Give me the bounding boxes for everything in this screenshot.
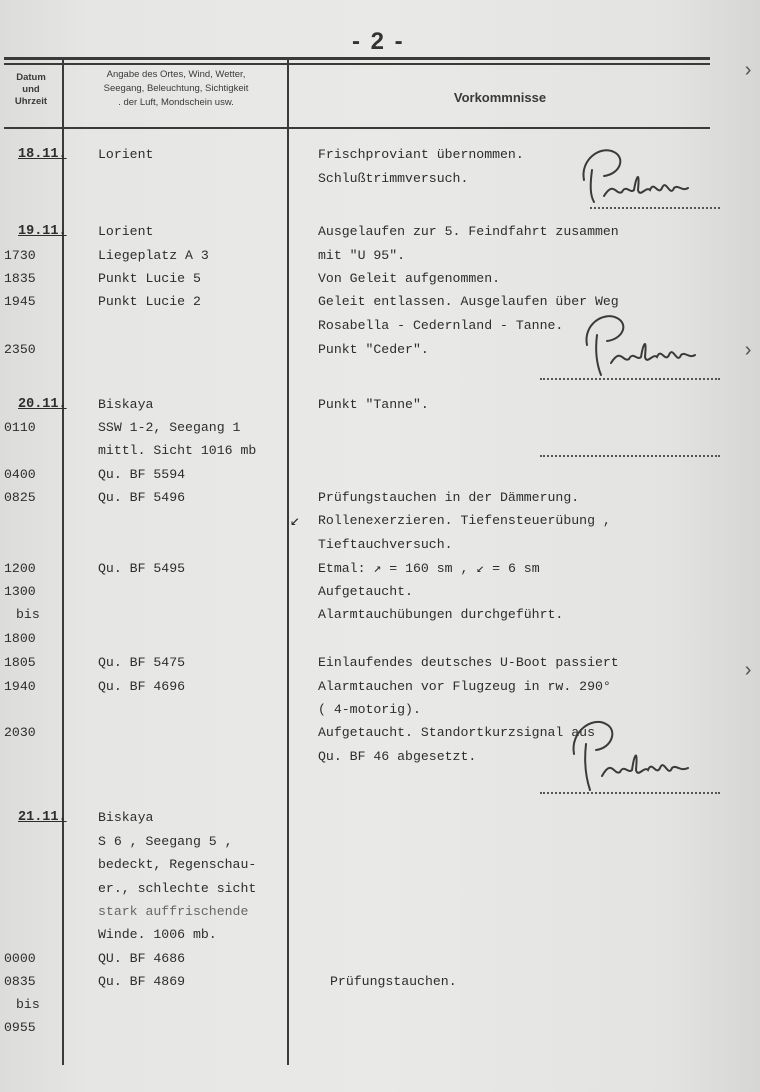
entry-event: Aufgetaucht. <box>318 584 413 599</box>
entry-time: 1730 <box>4 248 36 263</box>
entry-event: mit "U 95". <box>318 248 406 263</box>
scan-edge-mark: › <box>742 340 755 363</box>
entry-event: Rosabella - Cedernland - Tanne. <box>318 318 564 333</box>
entry-date: 18.11. <box>18 147 67 162</box>
entry-time: 1200 <box>4 561 36 576</box>
entry-time: 0110 <box>4 420 36 435</box>
header-datum: Datum und Uhrzeit <box>14 72 48 107</box>
header-bottom-rule <box>4 127 710 129</box>
entry-place: QU. BF 4686 <box>98 951 186 966</box>
entry-event: Einlaufendes deutsches U-Boot passiert <box>318 655 619 670</box>
entry-place: bedeckt, Regenschau- <box>98 857 257 872</box>
entry-event: Qu. BF 46 abgesetzt. <box>318 749 477 764</box>
entry-time: 2030 <box>4 725 36 740</box>
entry-event: Ausgelaufen zur 5. Feindfahrt zusammen <box>318 224 619 239</box>
entry-place: Qu. BF 5475 <box>98 655 186 670</box>
entry-place: Lorient <box>98 147 154 162</box>
entry-place: Winde. 1006 mb. <box>98 927 217 942</box>
entry-place: Qu. BF 5495 <box>98 561 186 576</box>
entry-place: Punkt Lucie 2 <box>98 294 201 309</box>
entry-place: stark auffrischende <box>98 904 249 919</box>
entry-time: 1300 <box>4 584 36 599</box>
entry-time: 0825 <box>4 490 36 505</box>
entry-place: mittl. Sicht 1016 mb <box>98 443 257 458</box>
entry-event: Rollenexerzieren. Tiefensteuerübung , <box>318 513 611 528</box>
entry-event: Alarmtauchen vor Flugzeug in rw. 290° <box>318 679 611 694</box>
entry-time: 1805 <box>4 655 36 670</box>
entry-event: ( 4-motorig). <box>318 702 421 717</box>
entry-place: Qu. BF 5594 <box>98 467 186 482</box>
entry-place: Qu. BF 4869 <box>98 974 186 989</box>
entry-event: Frischproviant übernommen. <box>318 147 524 162</box>
signature-mark <box>560 710 710 810</box>
entry-event: Geleit entlassen. Ausgelaufen über Weg <box>318 294 619 309</box>
entry-event: Aufgetaucht. Standortkurzsignal aus <box>318 725 595 740</box>
entry-time: 0835 <box>4 974 36 989</box>
entry-date: 19.11. <box>18 224 67 239</box>
entry-date: 20.11. <box>18 397 67 412</box>
entry-place: Qu. BF 4696 <box>98 679 186 694</box>
scan-edge-mark: › <box>742 60 755 83</box>
entry-event: Prüfungstauchen. <box>330 974 457 989</box>
entry-place: Punkt Lucie 5 <box>98 271 201 286</box>
entry-place: S 6 , Seegang 5 , <box>98 834 233 849</box>
entry-place: Lorient <box>98 224 154 239</box>
entry-place: Biskaya <box>98 397 154 412</box>
entry-place: Qu. BF 5496 <box>98 490 186 505</box>
entry-time: bis <box>16 607 40 622</box>
signature-mark <box>575 305 705 385</box>
entry-place: er., schlechte sicht <box>98 881 257 896</box>
entry-time: bis <box>16 997 40 1012</box>
entry-date: 21.11. <box>18 810 67 825</box>
entry-place: Biskaya <box>98 810 154 825</box>
entry-event: Punkt "Ceder". <box>318 342 429 357</box>
scan-edge-mark: › <box>742 660 755 683</box>
entry-time: 1835 <box>4 271 36 286</box>
header-angabe: Angabe des Ortes, Wind, Wetter, Seegang, Beleuchtung, Sichtigkeit . der Luft, Mondschein usw. <box>103 69 249 108</box>
signature-mark <box>570 140 700 210</box>
entry-event: Punkt "Tanne". <box>318 397 429 412</box>
marginal-arrow: ↙ <box>290 512 300 530</box>
dotted-separator <box>540 455 720 457</box>
entry-time: 2350 <box>4 342 36 357</box>
entry-time: 0955 <box>4 1020 36 1035</box>
entry-event: Tieftauchversuch. <box>318 537 453 552</box>
entry-time: 0400 <box>4 467 36 482</box>
entry-time: 1945 <box>4 294 36 309</box>
entry-time: 0000 <box>4 951 36 966</box>
entry-event: Prüfungstauchen in der Dämmerung. <box>318 490 580 505</box>
header-vorkommnisse: Vorkommnisse <box>453 90 547 105</box>
entry-event: Von Geleit aufgenommen. <box>318 271 501 286</box>
entry-event: Etmal: ↗ = 160 sm , ↙ = 6 sm <box>318 561 540 576</box>
entry-time: 1800 <box>4 631 36 646</box>
entry-place: Liegeplatz A 3 <box>98 248 209 263</box>
entry-event: Schlußtrimmversuch. <box>318 171 469 186</box>
top-double-rule <box>4 57 710 60</box>
top-rule-second <box>4 63 710 65</box>
column-divider-1 <box>62 60 64 1065</box>
entry-event: Alarmtauchübungen durchgeführt. <box>318 607 564 622</box>
column-divider-2 <box>287 60 289 1065</box>
entry-place: SSW 1-2, Seegang 1 <box>98 420 241 435</box>
page-number: - 2 - <box>352 28 405 55</box>
entry-time: 1940 <box>4 679 36 694</box>
